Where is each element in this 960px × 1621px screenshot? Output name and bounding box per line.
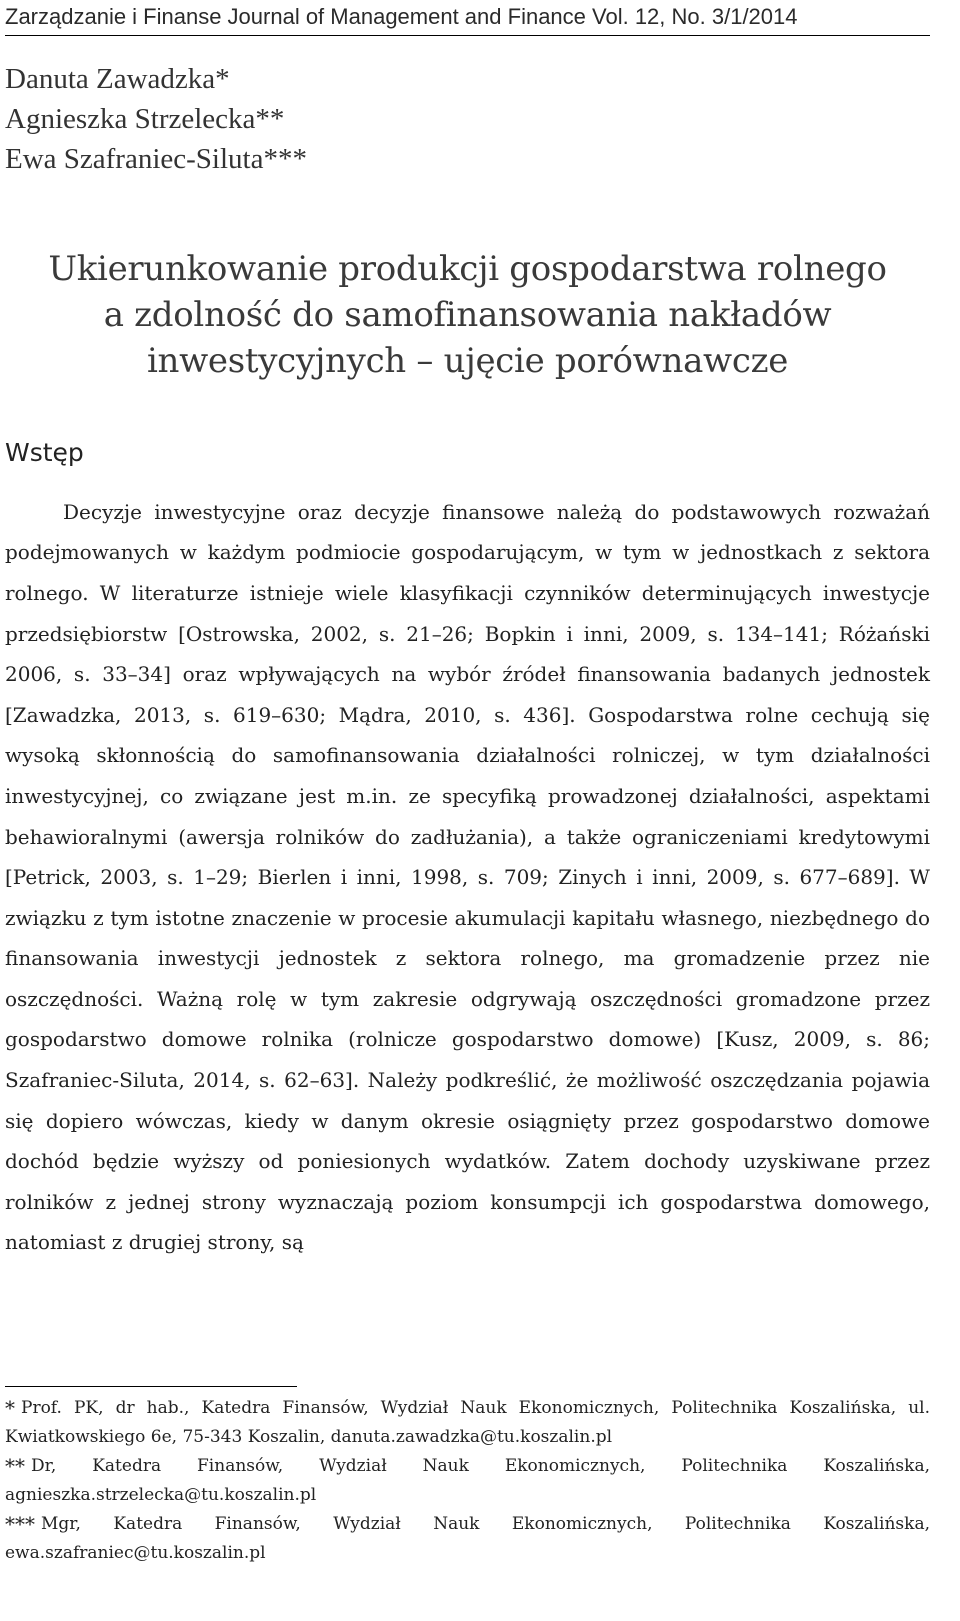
footnote-mark: * [5, 1396, 15, 1420]
title-line: inwestycyjnych – ujęcie porównawcze [146, 341, 789, 381]
footnote-divider [5, 1386, 297, 1387]
body-paragraph: Decyzje inwestycyjne oraz decyzje finansowe należą do podstawowych rozważań podejmowanych w każdym podmiocie gospodarującym, w tym w jednostkach z sektora rolnego. W literaturze istnieje wiele klasyfikacji czynników determinujących inwestycje przedsiębiorstw [Ostrowska, 2002, s. 21–26; Bopkin i inni, 2009, s. 134–141; Różański 2006, s. 33–34] oraz wpływających na wybór źródeł finansowania badanych jednostek [Zawadzka, 2013, s. 619–630; Mądra, 2010, s. 436]. Gospodarstwa rolne cechują się wysoką skłonnością do samofinansowania działalności rolniczej, w tym działalności inwestycyjnej, co związane jest m.in. ze specyfiką prowadzonej działalności, aspektami behawioralnymi (awersja rolników do zadłużania), a także ograniczeniami kredytowymi [Petrick, 2003, s. 1–29; Bierlen i inni, 1998, s. 709; Zinych i inni, 2009, s. 677–689]. W związku z tym istotne znaczenie w procesie akumulacji kapitału własnego, niezbędnego do finansowania inwestycji jednostek z sektora rolnego, ma gromadzenie przez nie oszczędności. Ważną rolę w tym zakresie odgrywają oszczędności gromadzone przez gospodarstwo domowe rolnika (rolnicze gospodarstwo domowe) [Kusz, 2009, s. 86; Szafraniec-Siluta, 2014, s. 62–63]. Należy podkreślić, że możliwość oszczędzania pojawia się dopiero wówczas, kiedy w danym okresie osiągnięty przez gospodarstwo domowe dochód będzie wyższy od poniesionych wydatków. Zatem dochody uzyskiwane przez rolników z jednej strony wyznaczają poziom konsumpcji ich gospodarstwa domowego, natomiast z drugiej strony, są [5, 499, 930, 1255]
journal-header: Zarządzanie i Finanse Journal of Management and Finance Vol. 12, No. 3/1/2014 [5, 0, 930, 36]
section-heading: Wstęp [5, 438, 84, 467]
body-text [5, 492, 930, 1263]
footnotes [5, 1394, 930, 1568]
article-page [5, 0, 930, 1563]
author-name: Ewa Szafraniec-Siluta*** [5, 143, 307, 175]
footnote [5, 1510, 930, 1568]
footnote-text: Dr, Katedra Finansów, Wydział Nauk Ekonomicznych, Politechnika Koszalińska, agnieszka.strzelecka@tu.koszalin.pl [5, 1456, 930, 1505]
footnote-mark: *** [5, 1512, 35, 1536]
footnote [5, 1452, 930, 1510]
article-title [5, 246, 930, 384]
footnote-text: Mgr, Katedra Finansów, Wydział Nauk Ekonomicznych, Politechnika Koszalińska, ewa.szafraniec@tu.koszalin.pl [5, 1514, 930, 1563]
title-line: a zdolność do samofinansowania nakładów [103, 295, 832, 335]
title-line: Ukierunkowanie produkcji gospodarstwa rolnego [48, 249, 887, 289]
author-list [5, 59, 930, 179]
author-name: Agnieszka Strzelecka** [5, 103, 285, 135]
footnote-text: Prof. PK, dr hab., Katedra Finansów, Wydział Nauk Ekonomicznych, Politechnika Koszalińska, ul. Kwiatkowskiego 6e, 75-343 Koszalin, danuta.zawadzka@tu.koszalin.pl [5, 1398, 930, 1447]
footnote [5, 1394, 930, 1452]
author-name: Danuta Zawadzka* [5, 63, 230, 95]
footnote-mark: ** [5, 1454, 25, 1478]
